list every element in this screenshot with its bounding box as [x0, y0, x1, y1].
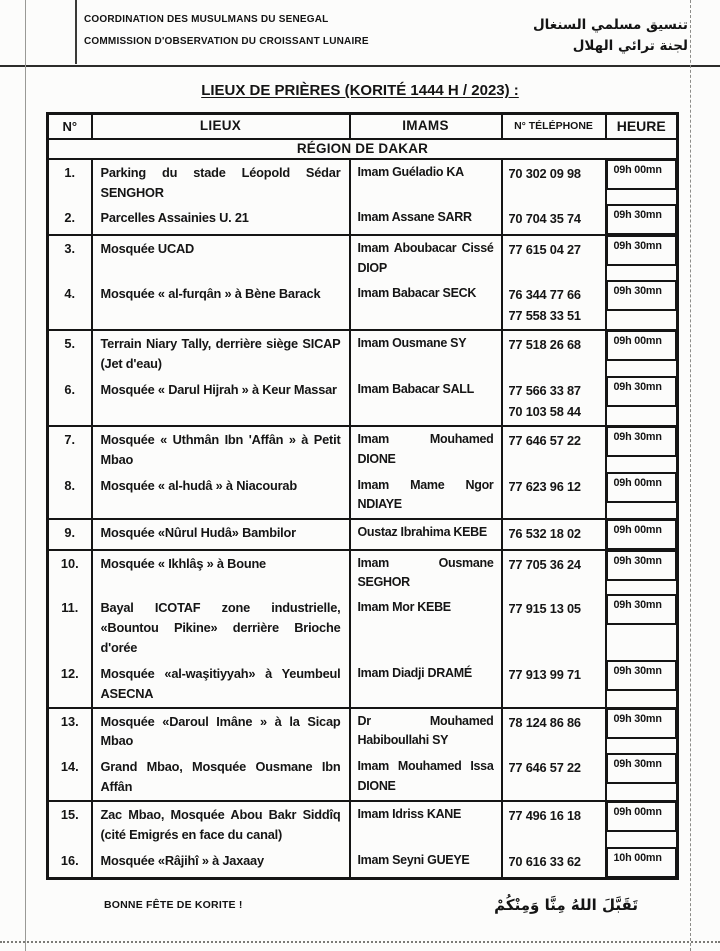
entry-imam: Imam Seyni GUEYE	[350, 848, 502, 879]
table-row	[48, 848, 678, 879]
entry-time: 09h 30mn	[606, 426, 678, 457]
column-header-telephone: N° TÉLÉPHONE	[502, 114, 606, 139]
entry-number: 16.	[48, 848, 92, 879]
entry-phone-cell	[502, 708, 606, 755]
entry-lieu: Mosquée « Darul Hijrah » à Keur Massar	[92, 377, 350, 426]
phone-number: 77 915 13 05	[508, 601, 581, 617]
entry-lieu: Terrain Niary Tally, derrière siège SICAP (Jet d'eau)	[92, 330, 350, 377]
entry-number: 14.	[48, 754, 92, 801]
entry-heure-cell	[606, 848, 678, 879]
phone-number: 70 103 58 44	[508, 404, 581, 420]
entry-phone-cell	[502, 595, 606, 660]
entry-phone-cell	[502, 754, 606, 801]
entry-imam: Imam Guéladio KA	[350, 159, 502, 206]
entry-lieu: Mosquée « Uthmân Ibn 'Affân » à Petit Mbao	[92, 426, 350, 473]
entry-phone-cell	[502, 801, 606, 848]
entry-number: 15.	[48, 801, 92, 848]
letterhead-divider-rule	[0, 65, 720, 67]
entry-phone-cell	[502, 426, 606, 473]
entry-lieu: Mosquée « al-furqân » à Bène Barack	[92, 281, 350, 330]
entry-heure-cell	[606, 426, 678, 473]
region-label: RÉGION DE DAKAR	[48, 139, 678, 159]
entry-lieu: Bayal ICOTAF zone industrielle, «Bountou Pikine» derrière Brioche d'orée	[92, 595, 350, 660]
entry-lieu: Mosquée « al-hudâ » à Niacourab	[92, 473, 350, 519]
entry-imam: Imam Babacar SALL	[350, 377, 502, 426]
entry-time: 09h 30mn	[606, 376, 678, 407]
entry-time: 09h 30mn	[606, 594, 678, 625]
table-row	[48, 754, 678, 801]
table-row	[48, 205, 678, 235]
entry-phone-cell	[502, 550, 606, 596]
entry-number: 3.	[48, 235, 92, 281]
column-header-lieux: LIEUX	[92, 114, 350, 139]
phone-number: 77 913 99 71	[508, 666, 581, 682]
entry-number: 11.	[48, 595, 92, 660]
entry-number: 8.	[48, 473, 92, 519]
entry-lieu: Mosquée « Ikhlâş » à Boune	[92, 550, 350, 596]
entry-time: 09h 30mn	[606, 660, 678, 691]
entry-heure-cell	[606, 330, 678, 377]
table-row	[48, 159, 678, 206]
column-header-imams: IMAMS	[350, 114, 502, 139]
entry-heure-cell	[606, 708, 678, 755]
table-row	[48, 377, 678, 426]
phone-number: 77 615 04 27	[508, 242, 581, 258]
entry-phone-cell	[502, 519, 606, 550]
phone-number: 77 496 16 18	[508, 807, 581, 823]
entry-lieu: Mosquée «Nûrul Hudâ» Bambilor	[92, 519, 350, 550]
entry-time: 09h 30mn	[606, 550, 678, 581]
entry-time: 09h 30mn	[606, 235, 678, 266]
phone-number: 77 705 36 24	[508, 556, 581, 572]
phone-number: 78 124 86 86	[508, 714, 581, 730]
entry-time: 09h 30mn	[606, 753, 678, 784]
entry-lieu: Grand Mbao, Mosquée Ousmane Ibn Affân	[92, 754, 350, 801]
entry-heure-cell	[606, 235, 678, 281]
entry-lieu: Mosquée «Daroul Imâne » à la Sicap Mbao	[92, 708, 350, 755]
entry-heure-cell	[606, 281, 678, 330]
phone-number: 70 302 09 98	[508, 165, 581, 181]
entry-heure-cell	[606, 519, 678, 550]
table-row	[48, 330, 678, 377]
entry-lieu: Parcelles Assainies U. 21	[92, 205, 350, 235]
entry-phone-cell	[502, 473, 606, 519]
entry-time: 09h 00mn	[606, 519, 678, 550]
entry-phone-cell	[502, 205, 606, 235]
entry-phone-cell	[502, 235, 606, 281]
entry-imam: Imam Babacar SECK	[350, 281, 502, 330]
entry-lieu: Mosquée «al-waşitiyyah» à Yeumbeul ASECNA	[92, 661, 350, 708]
entry-heure-cell	[606, 801, 678, 848]
region-row	[48, 139, 678, 159]
entry-imam: Dr Mouhamed Habiboullahi SY	[350, 708, 502, 755]
table-row	[48, 708, 678, 755]
phone-number: 77 623 96 12	[508, 478, 581, 494]
phone-number: 76 532 18 02	[508, 525, 581, 541]
entry-number: 9.	[48, 519, 92, 550]
column-header-num: N°	[48, 114, 92, 139]
entry-lieu: Zac Mbao, Mosquée Abou Bakr Siddîq (cité Emigrés en face du canal)	[92, 801, 350, 848]
phone-number: 70 616 33 62	[508, 853, 581, 869]
entry-imam: Imam Mame Ngor NDIAYE	[350, 473, 502, 519]
page-edge-top-segment	[75, 0, 77, 64]
entry-time: 10h 00mn	[606, 847, 678, 878]
entry-imam: Imam Ousmane SEGHOR	[350, 550, 502, 596]
organization-names-fr	[84, 15, 369, 59]
page-title: LIEUX DE PRIÈRES (KORITÉ 1444 H / 2023) :	[201, 82, 519, 99]
phone-number: 77 646 57 22	[508, 433, 581, 449]
entry-phone-cell	[502, 330, 606, 377]
phone-number: 77 566 33 87	[508, 383, 581, 399]
entry-number: 6.	[48, 377, 92, 426]
entry-time: 09h 00mn	[606, 472, 678, 503]
page-edge-right-line	[690, 0, 691, 951]
entry-number: 1.	[48, 159, 92, 206]
entry-heure-cell	[606, 550, 678, 596]
entry-imam: Imam Mor KEBE	[350, 595, 502, 660]
phone-number: 76 344 77 66	[508, 287, 581, 303]
entry-number: 7.	[48, 426, 92, 473]
entry-imam: Imam Mouhamed DIONE	[350, 426, 502, 473]
entry-lieu: Mosquée «Râjihî » à Jaxaay	[92, 848, 350, 879]
entry-heure-cell	[606, 159, 678, 206]
entry-time: 09h 00mn	[606, 159, 678, 190]
entry-heure-cell	[606, 377, 678, 426]
phone-number: 77 518 26 68	[508, 337, 581, 353]
entry-number: 10.	[48, 550, 92, 596]
entry-imam: Imam Mouhamed Issa DIONE	[350, 754, 502, 801]
entry-phone-cell	[502, 848, 606, 879]
entry-lieu: Parking du stade Léopold Sédar SENGHOR	[92, 159, 350, 206]
org-name-line2: COMMISSION D'OBSERVATION DU CROISSANT LUNAIRE	[84, 36, 369, 47]
org-name-line1: COORDINATION DES MUSULMANS DU SENEGAL	[84, 14, 329, 25]
org-arabic-line2: لجنة ترائي الهلال	[572, 37, 688, 54]
entry-phone-cell	[502, 281, 606, 330]
entry-number: 5.	[48, 330, 92, 377]
table-row	[48, 519, 678, 550]
entry-time: 09h 00mn	[606, 330, 678, 361]
entry-imam: Imam Assane SARR	[350, 205, 502, 235]
page-edge-bottom-dotted-line	[0, 941, 720, 943]
table-row	[48, 426, 678, 473]
phone-number: 77 646 57 22	[508, 760, 581, 776]
entry-phone-cell	[502, 159, 606, 206]
phone-number: 77 558 33 51	[508, 308, 581, 324]
entry-phone-cell	[502, 377, 606, 426]
entry-phone-cell	[502, 661, 606, 708]
entry-heure-cell	[606, 661, 678, 708]
entry-number: 13.	[48, 708, 92, 755]
table-row	[48, 235, 678, 281]
table-row	[48, 661, 678, 708]
entry-time: 09h 30mn	[606, 280, 678, 311]
entry-heure-cell	[606, 595, 678, 660]
entry-time: 09h 00mn	[606, 801, 678, 832]
table-header-row	[48, 114, 678, 139]
document-footer	[104, 896, 674, 914]
entry-heure-cell	[606, 473, 678, 519]
entry-time: 09h 30mn	[606, 708, 678, 739]
entry-lieu: Mosquée UCAD	[92, 235, 350, 281]
organization-names-arabic	[533, 15, 688, 57]
column-header-heure: HEURE	[606, 114, 678, 139]
entry-number: 2.	[48, 205, 92, 235]
entry-number: 4.	[48, 281, 92, 330]
org-arabic-line1: تنسيق مسلمي السنغال	[532, 17, 688, 33]
page-edge-left-line	[25, 0, 26, 951]
table-row	[48, 550, 678, 596]
entry-imam: Imam Diadji DRAMÉ	[350, 661, 502, 708]
prayer-table	[46, 112, 679, 880]
phone-number: 70 704 35 74	[508, 211, 581, 227]
table-row	[48, 801, 678, 848]
footer-arabic-blessing: تَقَبَّلَ اللهُ مِنَّا وَمِنْكُمْ	[494, 895, 638, 914]
entry-imam: Imam Ousmane SY	[350, 330, 502, 377]
letterhead	[0, 0, 720, 63]
entry-time: 09h 30mn	[606, 204, 678, 235]
entry-number: 12.	[48, 661, 92, 708]
entry-imam: Imam Aboubacar Cissé DIOP	[350, 235, 502, 281]
table-row	[48, 281, 678, 330]
entry-heure-cell	[606, 754, 678, 801]
table-row	[48, 473, 678, 519]
entry-imam: Imam Idriss KANE	[350, 801, 502, 848]
table-row	[48, 595, 678, 660]
entry-imam: Oustaz Ibrahima KEBE	[350, 519, 502, 550]
footer-greeting: BONNE FÊTE DE KORITE !	[104, 898, 243, 911]
entry-heure-cell	[606, 205, 678, 235]
